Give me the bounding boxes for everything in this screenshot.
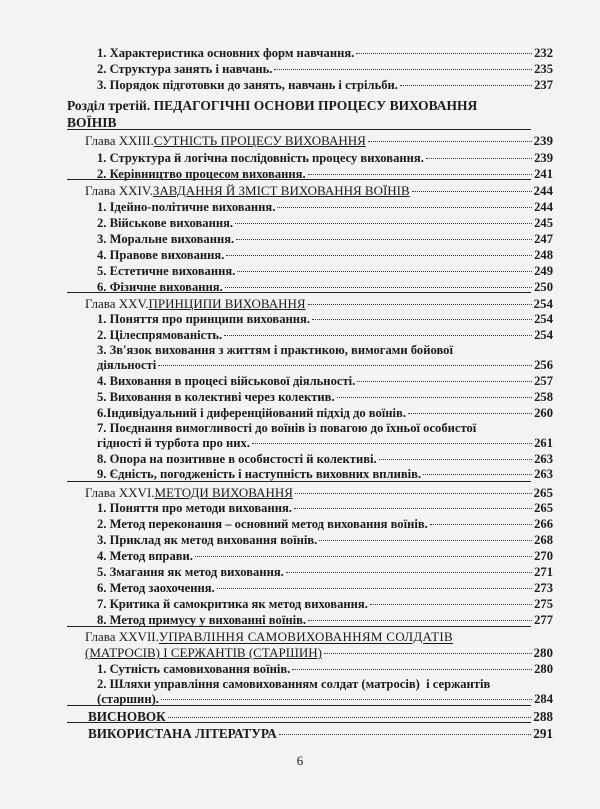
toc-item-label: 3. Приклад як метод виховання воїнів.: [97, 533, 318, 547]
toc-page-number: 261: [534, 436, 553, 450]
toc-page-number: 256: [534, 358, 553, 372]
toc-page-number: 265: [534, 501, 553, 515]
toc-page-number: 244: [534, 200, 553, 214]
toc-item-label: 8. Опора на позитивне в особистості й колективі.: [97, 452, 377, 466]
toc-page-number: 239: [533, 133, 553, 148]
toc-item-label: 7. Поєднання вимогливості до воїнів із повагою до їхньої особистої: [97, 421, 477, 435]
chapter-heading: [85, 133, 553, 148]
toc-item-label: 4. Виховання в процесі військової діяльності.: [97, 374, 356, 388]
toc-page-number: 254: [533, 296, 553, 311]
chapter-prefix: Глава XXIII.: [85, 133, 154, 148]
toc-item-label: ВИСНОВОК: [88, 709, 166, 724]
toc-item: [97, 677, 553, 692]
chapter-heading: [85, 183, 553, 198]
toc-page-number: 245: [534, 216, 553, 230]
toc-item: [97, 328, 553, 343]
toc-page-number: 248: [534, 248, 553, 262]
toc-item-label: 1. Поняття про принципи виховання.: [97, 312, 311, 326]
toc-page-number: 280: [534, 662, 553, 676]
toc-item-label: 1. Поняття про методи виховання.: [97, 501, 292, 515]
toc-item-label: 3. Порядок підготовки до занять, навчань і стрільби.: [97, 78, 398, 92]
toc-item-label: 6. Фізичне виховання.: [97, 280, 223, 294]
toc-item: [97, 662, 553, 677]
toc-page-number: 275: [534, 597, 553, 611]
chapter-title: МЕТОДИ ВИХОВАННЯ: [154, 485, 293, 500]
toc-item-continuation: [97, 358, 553, 373]
toc-page-number: 235: [534, 62, 553, 76]
toc-literature: [88, 726, 553, 741]
toc-page-number: 237: [534, 78, 553, 92]
toc-page-number: 291: [533, 726, 553, 741]
toc-item-label: 2. Військове виховання.: [97, 216, 234, 230]
toc-item-label: ВИКОРИСТАНА ЛІТЕРАТУРА: [88, 726, 277, 741]
toc-item-continuation: [97, 436, 553, 451]
chapter-prefix: Глава XXIV.: [85, 183, 153, 198]
toc-item: [97, 216, 553, 231]
chapter-rule: [67, 129, 531, 130]
chapter-rule: [67, 481, 531, 482]
toc-page-number: 249: [534, 264, 553, 278]
toc-item-label: 1. Ідейно-політичне виховання.: [97, 200, 276, 214]
toc-item: [97, 452, 553, 467]
toc-item-label: 3. Моральне виховання.: [97, 232, 235, 246]
toc-item-label: 2. Шляхи управління самовихованням солдат (матросів) і сержантів: [97, 677, 491, 691]
toc-item-label: 1. Сутність самовиховання воїнів.: [97, 662, 291, 676]
toc-page-number: 273: [534, 581, 553, 595]
toc-item-label: 7. Критика й самокритика як метод виховання.: [97, 597, 368, 611]
toc-item: [97, 151, 553, 166]
toc-item: [97, 533, 553, 548]
toc-page-number: 239: [534, 151, 553, 165]
chapter-rule: [67, 179, 531, 180]
toc-item-label: 4. Метод вправи.: [97, 549, 193, 563]
toc-page-number: 268: [534, 533, 553, 547]
toc-item-label: 2. Цілеспрямованість.: [97, 328, 223, 342]
toc-item: [97, 78, 553, 93]
toc-item-label: 2. Структура занять і навчань.: [97, 62, 273, 76]
section-rule: [67, 705, 531, 706]
toc-item-label: гідності й турбота про них.: [97, 436, 251, 450]
toc-page-number: 263: [534, 467, 553, 481]
chapter-prefix: Глава XXV.: [85, 296, 149, 311]
chapter-prefix: Глава XXVI.: [85, 485, 155, 500]
part-heading: [67, 97, 477, 131]
toc-item-label: 1. Характеристика основних форм навчання.: [97, 46, 355, 60]
toc-item: [97, 565, 553, 580]
part-heading-line: Розділ третій. ПЕДАГОГІЧНІ ОСНОВИ ПРОЦЕСУ ВИХОВАННЯ: [67, 98, 478, 113]
toc-item: [97, 549, 553, 564]
toc-item: [97, 517, 553, 532]
toc-item: [97, 467, 553, 482]
toc-item-label: 6.Індивідуальний і диференційований підхід до воїнів.: [97, 406, 406, 420]
toc-page-number: 254: [534, 328, 553, 342]
toc-item: [97, 597, 553, 612]
toc-item-label: 1. Структура й логічна послідовність процесу виховання.: [97, 151, 424, 165]
toc-item: [97, 581, 553, 596]
chapter-rule: [67, 626, 531, 627]
toc-page-number: 277: [534, 613, 553, 627]
toc-item-label: 9. Єдність, погодженість і наступність виховних впливів.: [97, 467, 422, 481]
toc-item: [97, 200, 553, 215]
section-rule: [67, 722, 531, 723]
chapter-prefix: Глава XXVII.: [85, 629, 159, 644]
toc-item-label: 2. Керівництво процесом виховання.: [97, 167, 306, 181]
toc-item-label: 4. Правове виховання.: [97, 248, 225, 262]
toc-page-number: 263: [534, 452, 553, 466]
chapter-title: СУТНІСТЬ ПРОЦЕСУ ВИХОВАННЯ: [153, 133, 366, 148]
toc-page-number: 257: [534, 374, 553, 388]
toc-page-number: 247: [534, 232, 553, 246]
chapter-title: УПРАВЛІННЯ САМОВИХОВАННЯМ СОЛДАТІВ: [158, 629, 453, 644]
toc-item-label: 6. Метод заохочення.: [97, 581, 215, 595]
chapter-rule: [67, 292, 531, 293]
toc-page-number: 260: [534, 406, 553, 420]
chapter-heading: [85, 629, 553, 645]
part-heading-line: ВОЇНІВ: [67, 115, 117, 130]
toc-item: [97, 264, 553, 279]
toc-page-number: 270: [534, 549, 553, 563]
toc-page-number: 258: [534, 390, 553, 404]
toc-item: [97, 248, 553, 263]
toc-page-number: 254: [534, 312, 553, 326]
chapter-title: (МАТРОСІВ) І СЕРЖАНТІВ (СТАРШИН): [85, 645, 322, 660]
chapter-heading: [85, 485, 553, 500]
toc-page-number: 280: [533, 645, 553, 660]
toc-page-number: 266: [534, 517, 553, 531]
toc-item: [97, 343, 553, 358]
toc-item-label: 8. Метод примусу у вихованні воїнів.: [97, 613, 307, 627]
toc-item: [97, 421, 553, 436]
toc-item: [97, 390, 553, 405]
toc-item-label: 5. Виховання в колективі через колектив.: [97, 390, 335, 404]
toc-item-label: діяльності: [97, 358, 157, 372]
chapter-heading: [85, 296, 553, 311]
toc-page-number: 288: [533, 709, 553, 724]
toc-page-number: 250: [534, 280, 553, 294]
toc-item: [97, 62, 553, 77]
toc-item-label: 3. Зв'язок виховання з життям і практикою, вимогами бойової: [97, 343, 453, 357]
toc-page-number: 265: [533, 485, 553, 500]
chapter-title: ПРИНЦИПИ ВИХОВАННЯ: [148, 296, 306, 311]
toc-item: [97, 406, 553, 421]
toc-item: [97, 374, 553, 389]
chapter-title: ЗАВДАННЯ Й ЗМІСТ ВИХОВАННЯ ВОЇНІВ: [152, 183, 410, 198]
toc-page-number: 232: [534, 46, 553, 60]
toc-page-number: 284: [534, 692, 553, 706]
toc-item: [97, 312, 553, 327]
toc-item-label: (старшин).: [97, 692, 159, 706]
toc-page-number: 271: [534, 565, 553, 579]
toc-item: [97, 501, 553, 516]
toc-item-label: 5. Естетичне виховання.: [97, 264, 236, 278]
chapter-heading-continuation: [85, 645, 553, 660]
page-number: 6: [296, 753, 304, 768]
toc-item-label: 2. Метод переконання – основний метод виховання воїнів.: [97, 517, 428, 531]
toc-page-number: 241: [534, 167, 553, 181]
toc-item: [97, 46, 553, 61]
toc-item: [97, 232, 553, 247]
toc-page-number: 244: [533, 183, 553, 198]
toc-item-label: 5. Змагання як метод виховання.: [97, 565, 284, 579]
